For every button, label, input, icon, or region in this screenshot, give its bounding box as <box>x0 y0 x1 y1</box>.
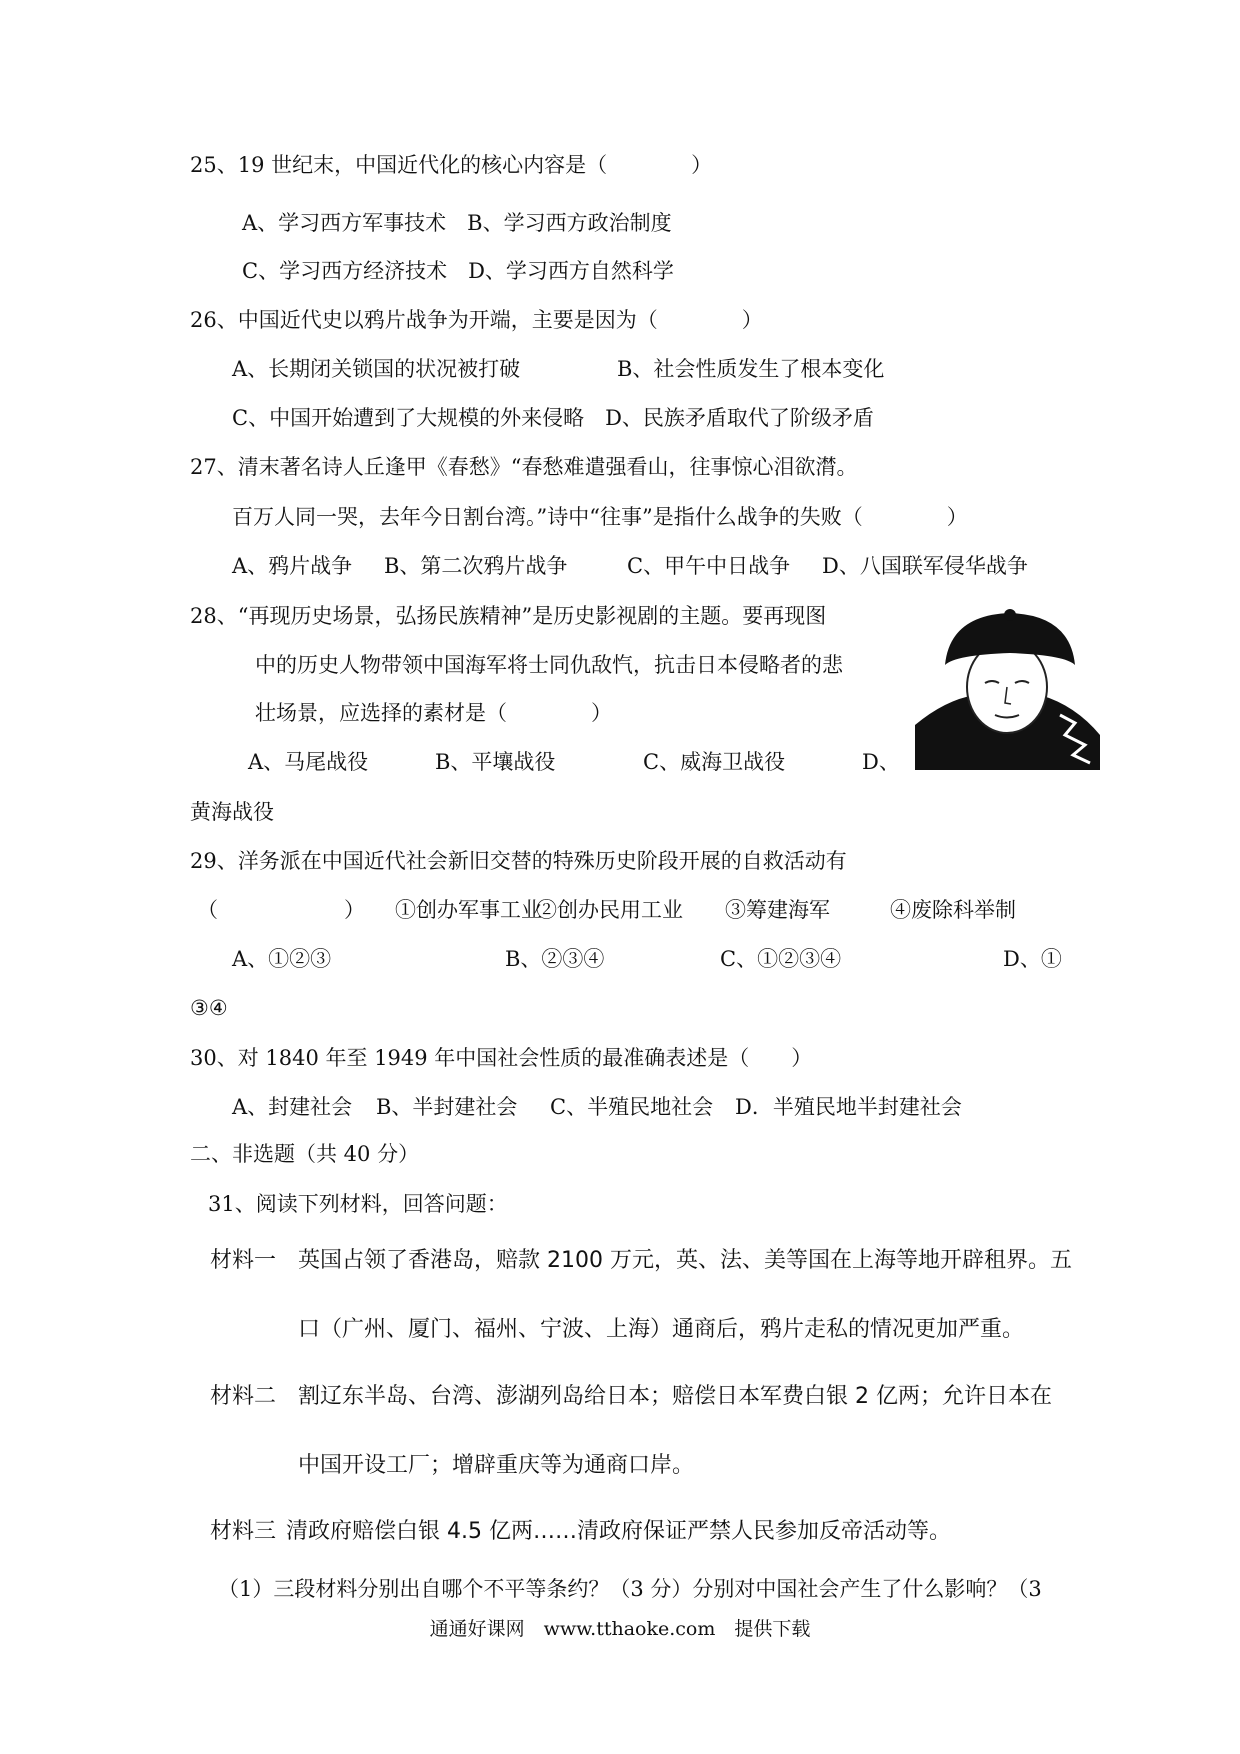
q27-option-d: D、八国联军侵华战争 <box>822 554 1028 578</box>
q30-option-b: B、半封建社会 <box>376 1095 518 1119</box>
q29-option-b: B、②③④ <box>505 947 605 971</box>
q28-option-d: D、 <box>862 750 900 774</box>
q29-paren: （ ） <box>197 898 365 922</box>
q28-option-d-cont: 黄海战役 <box>190 800 274 824</box>
q26-stem: 26、中国近代史以鸦片战争为开端，主要是因为（ ） <box>190 308 763 332</box>
material-3-label: 材料三 <box>210 1519 277 1544</box>
q29-item-2: ②创办民用工业 <box>536 898 683 922</box>
q29-option-d: D、① <box>1003 947 1062 971</box>
q27-option-c: C、甲午中日战争 <box>627 554 791 578</box>
q27-option-a: A、鸦片战争 <box>232 554 353 578</box>
q28-stem-line3: 壮场景，应选择的素材是（ ） <box>255 701 612 725</box>
q28-stem-line2: 中的历史人物带领中国海军将士同仇敌忾，抗击日本侵略者的悲 <box>255 653 843 677</box>
q25-options-ab: A、学习西方军事技术 B、学习西方政治制度 <box>242 211 672 235</box>
material-2-line1: 割辽东半岛、台湾、澎湖列岛给日本；赔偿日本军费白银 2 亿两；允许日本在 <box>298 1384 1052 1409</box>
q29-stem-line1: 29、洋务派在中国近代社会新旧交替的特殊历史阶段开展的自救活动有 <box>190 849 847 873</box>
q29-option-d-cont: ③④ <box>190 996 228 1020</box>
q30-option-c: C、半殖民地社会 <box>550 1095 714 1119</box>
q26-option-a: A、长期闭关锁国的状况被打破 <box>232 357 521 381</box>
q26-option-b: B、社会性质发生了根本变化 <box>617 357 885 381</box>
q30-option-d: D．半殖民地半封建社会 <box>735 1095 962 1119</box>
page-footer: 通通好课网 www.tthaoke.com 提供下载 <box>429 1618 811 1640</box>
material-2-label: 材料二 <box>210 1384 277 1409</box>
material-1-label: 材料一 <box>210 1248 277 1273</box>
q31-sub-question-1: （1）三段材料分别出自哪个不平等条约？（3 分）分别对中国社会产生了什么影响？（3 <box>218 1577 1042 1601</box>
material-3-line1: 清政府赔偿白银 4.5 亿两……清政府保证严禁人民参加反帝活动等。 <box>286 1519 951 1544</box>
q27-stem-line1: 27、清末著名诗人丘逢甲《春愁》“春愁难遣强看山，往事惊心泪欲潸。 <box>190 455 858 479</box>
material-1-line1: 英国占领了香港岛，赔款 2100 万元，英、法、美等国在上海等地开辟租界。五 <box>298 1248 1072 1273</box>
q29-option-c: C、①②③④ <box>720 947 842 971</box>
q28-option-b: B、平壤战役 <box>435 750 556 774</box>
q29-item-3: ③筹建海军 <box>725 898 830 922</box>
q31-stem: 31、阅读下列材料，回答问题： <box>208 1192 508 1216</box>
q25-options-cd: C、学习西方经济技术 D、学习西方自然科学 <box>242 259 674 283</box>
q29-item-4: ④废除科举制 <box>890 898 1016 922</box>
q29-option-a: A、①②③ <box>232 947 332 971</box>
q28-stem-line1: 28、“再现历史场景，弘扬民族精神”是历史影视剧的主题。要再现图 <box>190 604 827 628</box>
q28-option-a: A、马尾战役 <box>248 750 369 774</box>
q30-option-a: A、封建社会 <box>232 1095 353 1119</box>
q27-option-b: B、第二次鸦片战争 <box>384 554 568 578</box>
q25-stem: 25、19 世纪末，中国近代化的核心内容是（ ） <box>190 153 713 177</box>
material-1-line2: 口（广州、厦门、福州、宁波、上海）通商后，鸦片走私的情况更加严重。 <box>298 1317 1025 1342</box>
q30-stem: 30、对 1840 年至 1949 年中国社会性质的最准确表述是（ ） <box>190 1046 813 1070</box>
q29-item-1: ①创办军事工业 <box>395 898 542 922</box>
q28-option-c: C、威海卫战役 <box>643 750 786 774</box>
historical-figure-portrait <box>915 605 1100 770</box>
section-2-title: 二、非选题（共 40 分） <box>190 1142 420 1166</box>
q26-options-cd: C、中国开始遭到了大规模的外来侵略 D、民族矛盾取代了阶级矛盾 <box>232 406 874 430</box>
material-2-line2: 中国开设工厂；增辟重庆等为通商口岸。 <box>298 1453 695 1478</box>
q27-stem-line2: 百万人同一哭，去年今日割台湾。”诗中“往事”是指什么战争的失败（ ） <box>232 505 968 529</box>
